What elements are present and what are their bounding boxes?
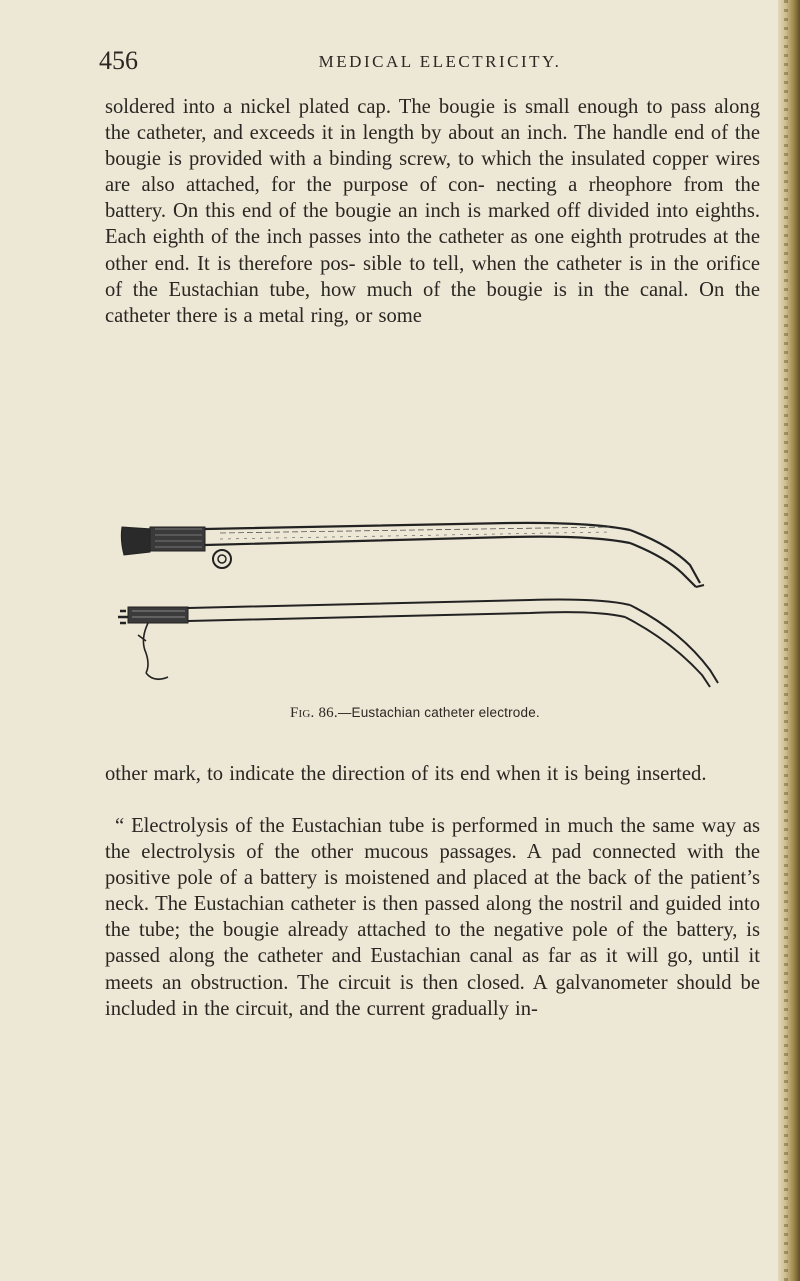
catheter-illustration xyxy=(110,505,760,705)
figure-label: Fig. 86. xyxy=(290,705,338,721)
catheter-lower xyxy=(118,600,718,687)
figure-caption xyxy=(290,705,730,722)
page-header xyxy=(95,46,755,82)
figure-86 xyxy=(110,505,760,735)
catheter-upper xyxy=(121,523,704,587)
paragraph-top: soldered into a nickel plated cap. The bougie is small enough to pass along the catheter, and exceeds it in length by about an inch. The handle end of the bougie is provided with a binding screw, to which the insulated copper wires are also attached, for the purpose of con- necting a rheophore from the battery. On this end of the bougie an inch is marked off divided into eighths. Each eighth of the inch passes into the catheter as one eighth protrudes at the other end. It is therefore pos- sible to tell, when the catheter is in the orifice of the Eustachian tube, how much of the bougie is in the canal. On the catheter there is a metal ring, or some xyxy=(105,96,760,327)
paragraph-continued: other mark, to indicate the direction of its end when it is being inserted. xyxy=(105,763,707,785)
page-number: 456 xyxy=(99,46,138,75)
paragraph-electrolysis: “ Electrolysis of the Eustachian tube is performed in much the same way as the electrolysis of the other mucous passages. A pad connected with the positive pole of a battery is moistened and placed at the back of the patient’s neck. The Eustachian catheter is then passed along the nostril and guided into the tube; the bougie already attached to the negative pole of the battery, is passed along the catheter and Eustachian canal as far as it will go, until it meets an obstruction. The circuit is then closed. A galvanometer should be included in the circuit, and the current gradually in- xyxy=(105,815,760,1020)
figure-caption-text: —Eustachian catheter electrode. xyxy=(337,705,540,720)
running-head: MEDICAL ELECTRICITY. xyxy=(318,52,562,71)
book-page-edge xyxy=(778,0,800,1281)
